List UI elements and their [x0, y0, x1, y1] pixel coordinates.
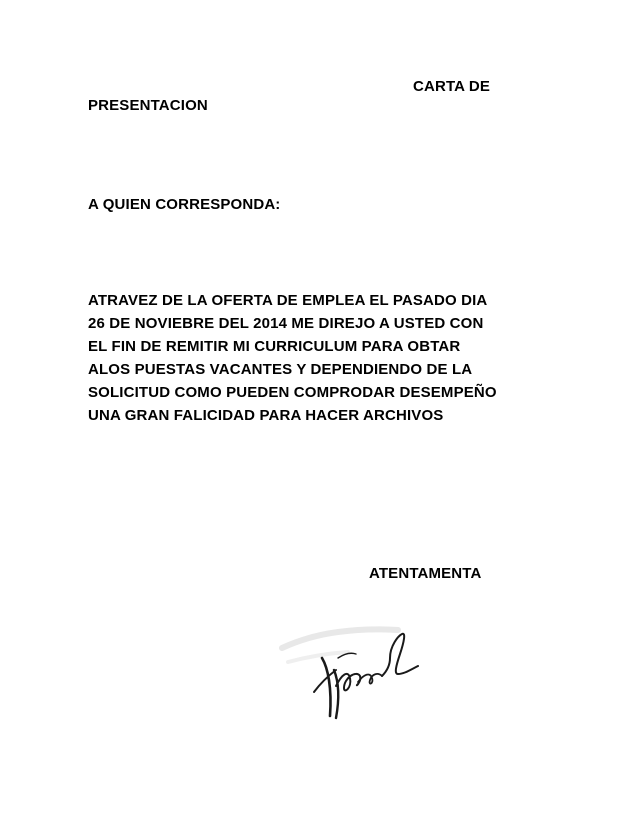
signature-icon [278, 618, 428, 726]
body-line: EL FIN DE REMITIR MI CURRICULUM PARA OBTAR [88, 338, 461, 355]
letter-title-line-1: CARTA DE [413, 78, 491, 95]
body-line: ATRAVEZ DE LA OFERTA DE EMPLEA EL PASADO DIA [88, 292, 488, 309]
salutation: A QUIEN CORRESPONDA: [88, 196, 281, 213]
body-line: 26 DE NOVIEBRE DEL 2014 ME DIREJO A USTED CON [88, 315, 484, 332]
body-line: ALOS PUESTAS VACANTES Y DEPENDIENDO DE LA [88, 361, 473, 378]
body-line: SOLICITUD COMO PUEDEN COMPRODAR DESEMPEÑO [88, 384, 497, 401]
body-line: UNA GRAN FALICIDAD PARA HACER ARCHIVOS [88, 407, 444, 424]
letter-title-line-2: PRESENTACION [88, 97, 208, 114]
closing: ATENTAMENTA [369, 565, 482, 582]
